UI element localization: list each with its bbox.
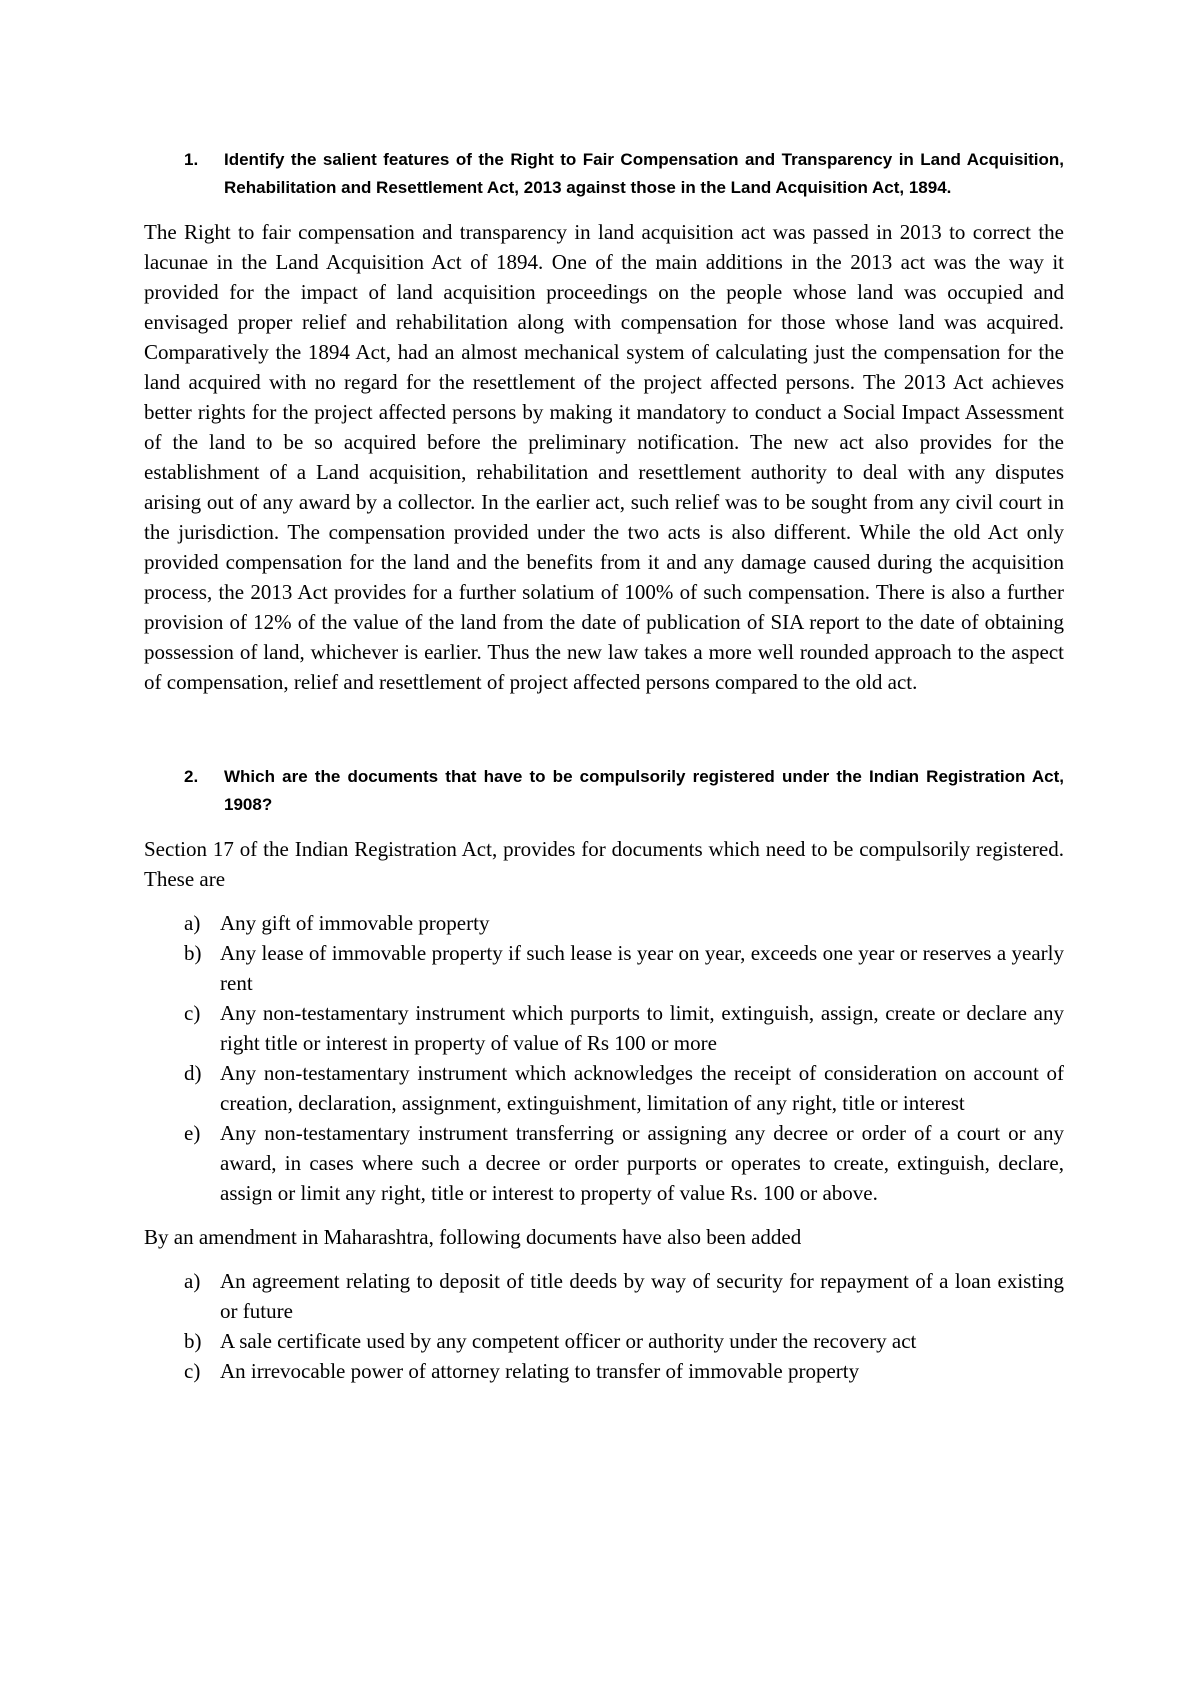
registration-documents-list <box>144 908 1064 1208</box>
question-2 <box>144 763 1064 819</box>
list-marker: a) <box>184 1269 201 1293</box>
list-marker: a) <box>184 911 201 935</box>
list-item-text: An irrevocable power of attorney relating to transfer of immovable property <box>220 1359 860 1383</box>
list-item-text: Any lease of immovable property if such lease is year on year, exceeds one year or reserves a yearly rent <box>220 941 1064 995</box>
list-marker: b) <box>184 941 202 965</box>
document-content <box>144 146 1064 1386</box>
maharashtra-amendment-list <box>144 1266 1064 1386</box>
list-item-text: Any non-testamentary instrument transferring or assigning any decree or order of a court or any award, in cases where such a decree or order purports or operates to create, extinguish, declare, assign or limit any right, title or interest to property of value Rs. 100 or above. <box>220 1121 1064 1205</box>
list-item-text: Any non-testamentary instrument which acknowledges the receipt of consideration on account of creation, declaration, assignment, extinguishment, limitation of any right, title or interest <box>220 1061 1064 1115</box>
question-1-number: 1. <box>184 150 199 169</box>
list-item-text: A sale certificate used by any competent officer or authority under the recovery act <box>220 1329 917 1353</box>
list-item <box>144 1118 1064 1208</box>
list-marker: b) <box>184 1329 202 1353</box>
list-item <box>144 1058 1064 1118</box>
amendment-intro: By an amendment in Maharashtra, following documents have also been added <box>144 1225 802 1249</box>
list-item <box>144 998 1064 1058</box>
list-marker: d) <box>184 1061 202 1085</box>
list-item <box>144 1326 1064 1356</box>
list-item-text: Any gift of immovable property <box>220 911 490 935</box>
list-item <box>144 1266 1064 1326</box>
answer-2-intro: Section 17 of the Indian Registration Act, provides for documents which need to be compulsorily registered. These are <box>144 837 1064 891</box>
question-2-number: 2. <box>184 767 199 786</box>
question-2-text: Which are the documents that have to be compulsorily registered under the Indian Registration Act, 1908? <box>224 767 1064 814</box>
list-item-text: Any non-testamentary instrument which purports to limit, extinguish, assign, create or declare any right title or interest in property of value of Rs 100 or more <box>220 1001 1064 1055</box>
list-item <box>144 1356 1064 1386</box>
list-item <box>144 938 1064 998</box>
list-marker: e) <box>184 1121 201 1145</box>
answer-1-paragraph: The Right to fair compensation and transparency in land acquisition act was passed in 2013 to correct the lacunae in the Land Acquisition Act of 1894. One of the main additions in the 2013 act was the way it provided for the impact of land acquisition proceedings on the people whose land was occupied and envisaged proper relief and rehabilitation along with compensation for those whose land was acquired. Comparatively the 1894 Act, had an almost mechanical system of calculating just the compensation for the land acquired with no regard for the resettlement of the project affected persons. The 2013 Act achieves better rights for the project affected persons by making it mandatory to conduct a Social Impact Assessment of the land to be so acquired before the preliminary notification. The new act also provides for the establishment of a Land acquisition, rehabilitation and resettlement authority to deal with any disputes arising out of any award by a collector. In the earlier act, such relief was to be sought from any civil court in the jurisdiction. The compensation provided under the two acts is also different. While the old Act only provided compensation for the land and the benefits from it and any damage caused during the acquisition process, the 2013 Act provides for a further solatium of 100% of such compensation. There is also a further provision of 12% of the value of the land from the date of publication of SIA report to the date of obtaining possession of land, whichever is earlier. Thus the new law takes a more well rounded approach to the aspect of compensation, relief and resettlement of project affected persons compared to the old act. <box>144 220 1064 694</box>
question-1-text: Identify the salient features of the Right to Fair Compensation and Transparency in Land Acquisition, Rehabilitation and Resettlement Act, 2013 against those in the Land Acquisition Act, 1894. <box>224 150 1064 197</box>
list-marker: c) <box>184 1001 201 1025</box>
list-marker: c) <box>184 1359 201 1383</box>
list-item-text: An agreement relating to deposit of title deeds by way of security for repayment of a loan existing or future <box>220 1269 1064 1323</box>
question-1 <box>144 146 1064 202</box>
list-item <box>144 908 1064 938</box>
